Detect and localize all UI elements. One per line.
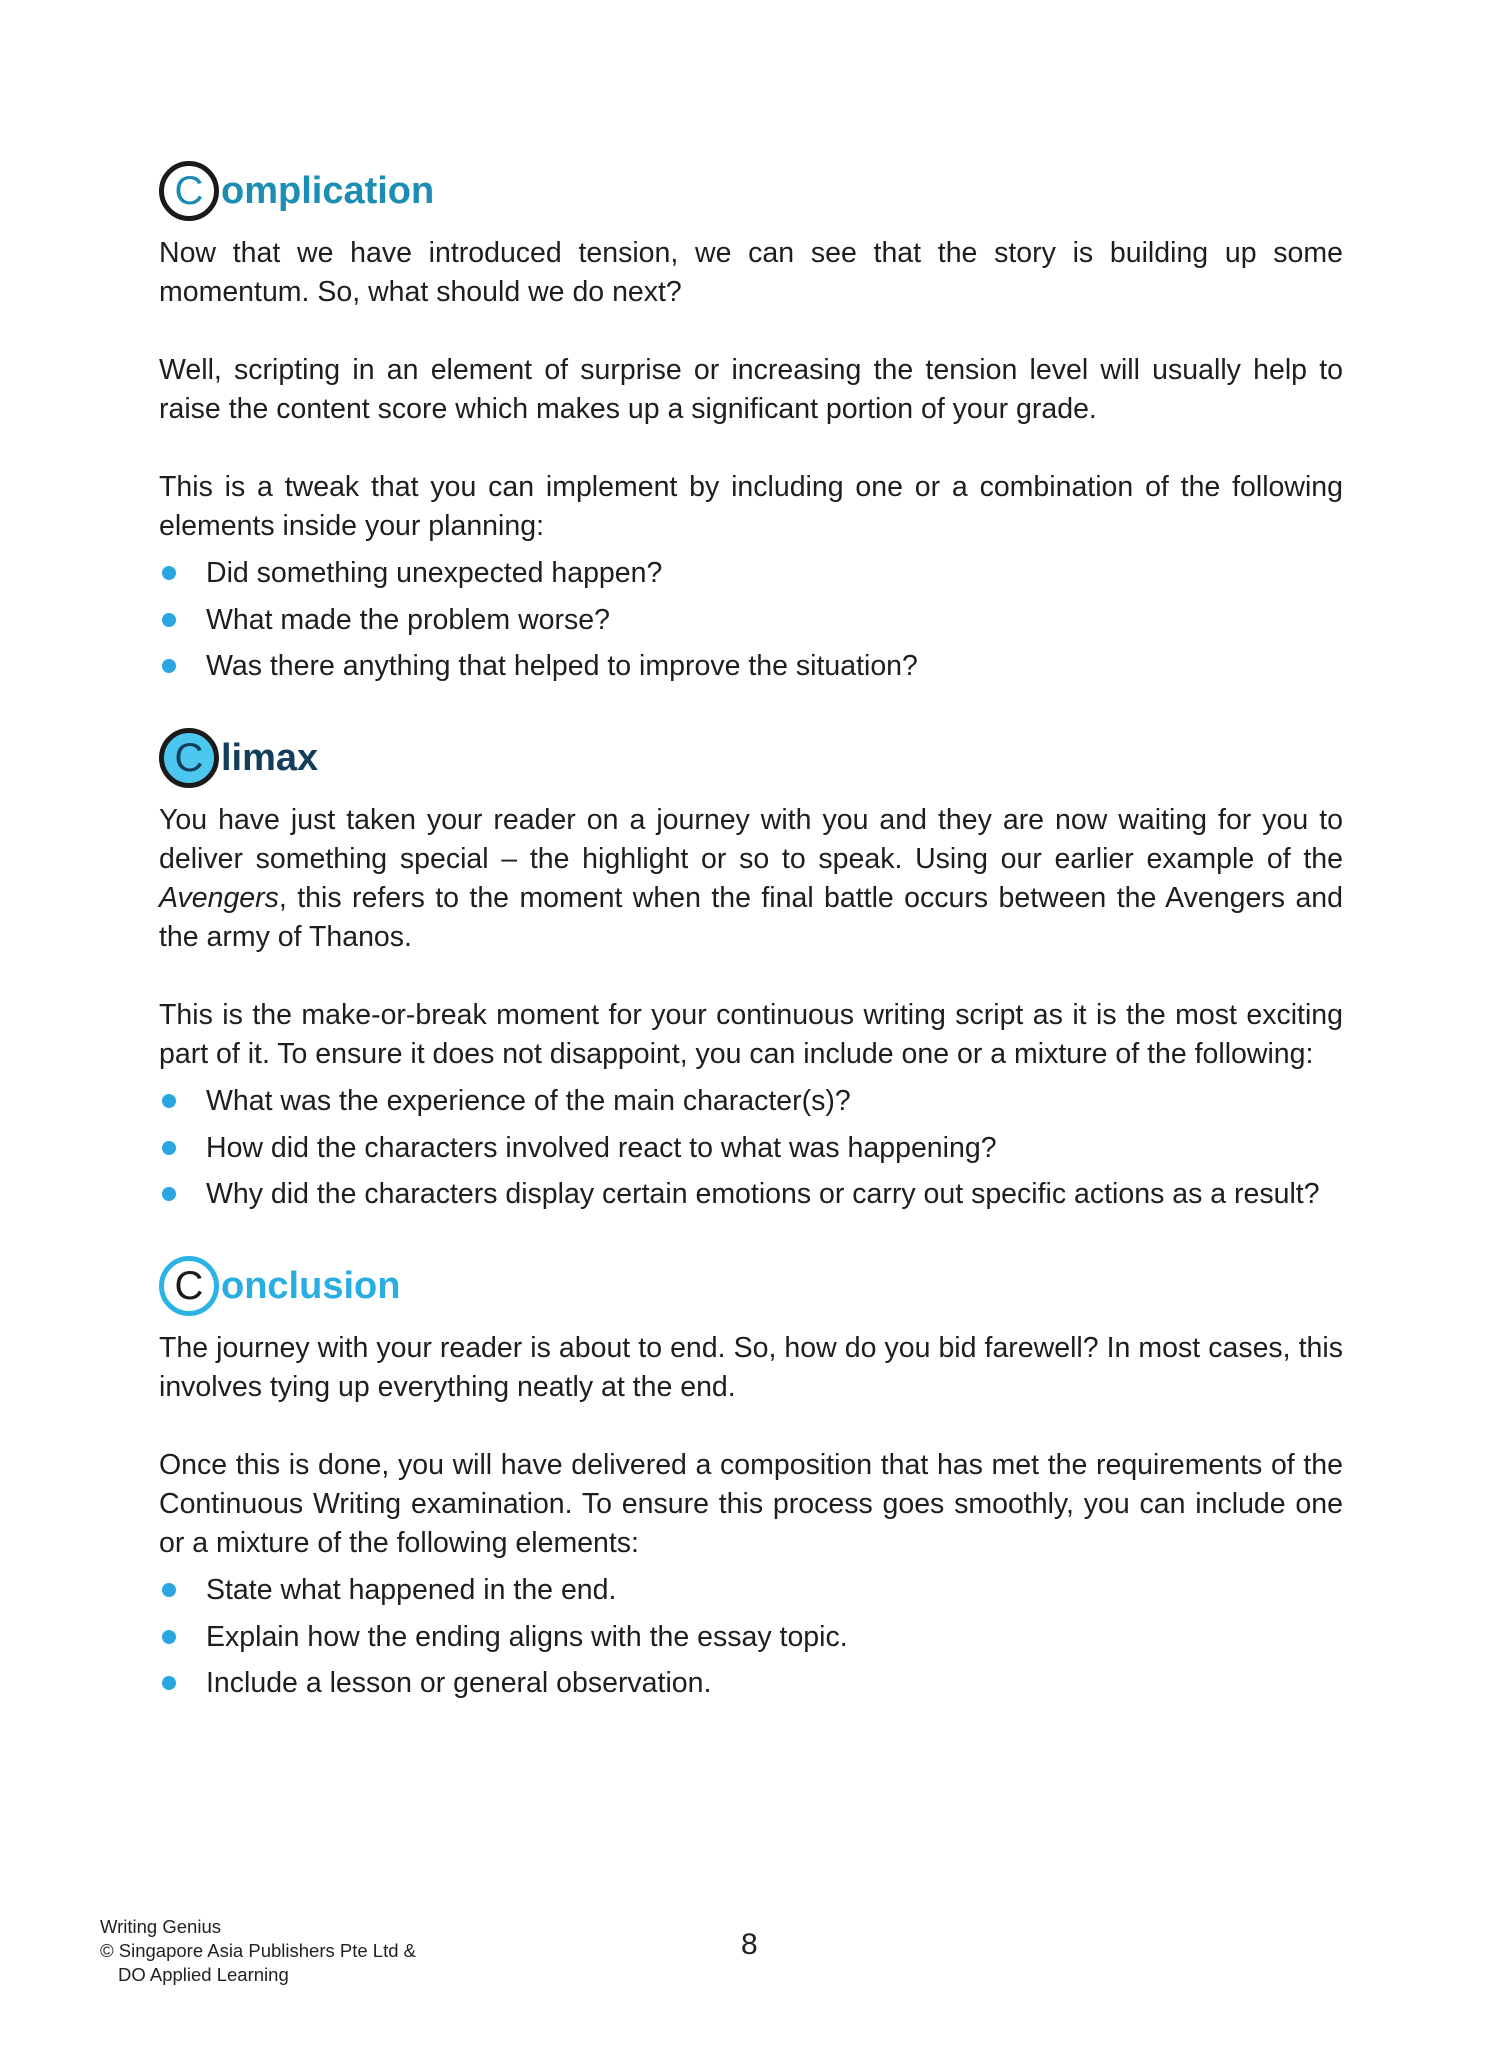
italic-title: Avengers [159,882,279,914]
complication-section [159,152,1343,686]
paragraph-text: You have just taken your reader on a journey with you and they are now waiting for you to deliver something special – the highlight or so to speak. Using our earlier example of the [159,804,1343,875]
list-item [159,1618,1343,1657]
paragraph-text: , this refers to the moment when the final battle occurs between the Avengers and the army of Thanos. [159,882,1343,953]
conclusion-heading [159,1247,1343,1325]
bullet-dot [162,566,176,580]
list-item-text: Why did the characters display certain emotions or carry out specific actions as a result? [206,1178,1320,1210]
climax-badge: C [159,728,219,788]
conclusion-section [159,1247,1343,1703]
list-item [159,554,1343,593]
bullet-list [159,1082,1343,1214]
list-item [159,1571,1343,1610]
bullet-dot [162,1676,176,1690]
paragraph: This is a tweak that you can implement by including one or a combination of the following elements inside your planning: [159,471,1343,542]
list-item-text: State what happened in the end. [206,1574,617,1606]
bullet-dot [162,1141,176,1155]
bullet-dot [162,659,176,673]
bullet-dot [162,1583,176,1597]
paragraph: Once this is done, you will have delivered a composition that has met the requirements of the Continuous Writing examination. To ensure this process goes smoothly, you can include one or a mixture of the following elements: [159,1449,1343,1559]
paragraph: Well, scripting in an element of surprise or increasing the tension level will usually help to raise the content score which makes up a significant portion of your grade. [159,354,1343,425]
page-content [159,152,1343,1711]
list-item [159,1129,1343,1168]
paragraph: This is the make-or-break moment for your continuous writing script as it is the most exciting part of it. To ensure it does not disappoint, you can include one or a mixture of the following: [159,999,1343,1070]
complication-heading-text: omplication [221,170,435,212]
climax-heading [159,719,1343,797]
footer-credits [100,1915,416,1987]
climax-section [159,719,1343,1214]
list-item [159,1082,1343,1121]
conclusion-badge: C [159,1256,219,1316]
bullet-dot [162,1630,176,1644]
list-item-text: Was there anything that helped to improve the situation? [206,650,918,682]
list-item [159,647,1343,686]
bullet-dot [162,613,176,627]
complication-heading [159,152,1343,230]
page-number: 8 [741,1928,758,1961]
list-item-text: How did the characters involved react to what was happening? [206,1131,997,1164]
footer-copyright: © Singapore Asia Publishers Pte Ltd & [100,1940,416,1961]
list-item-text: What made the problem worse? [206,603,610,636]
paragraph: Now that we have introduced tension, we can see that the story is building up some momentum. So, what should we do next? [159,237,1343,308]
paragraph [159,801,1343,957]
footer-publisher: DO Applied Learning [118,1964,289,1985]
list-item-text: Did something unexpected happen? [206,557,663,589]
list-item-text: Explain how the ending aligns with the essay topic. [206,1620,848,1653]
bullet-dot [162,1187,176,1201]
list-item [159,1175,1343,1214]
bullet-list [159,1571,1343,1703]
paragraph: The journey with your reader is about to end. So, how do you bid farewell? In most cases, this involves tying up everything neatly at the end. [159,1332,1343,1403]
list-item-text: What was the experience of the main character(s)? [206,1085,851,1117]
list-item-text: Include a lesson or general observation. [206,1667,712,1699]
list-item [159,1664,1343,1703]
bullet-list [159,554,1343,686]
conclusion-heading-text: onclusion [221,1265,401,1307]
climax-heading-text: limax [221,737,319,779]
bullet-dot [162,1094,176,1108]
list-item [159,601,1343,640]
footer-book-title: Writing Genius [100,1916,221,1937]
complication-badge: C [159,161,219,221]
